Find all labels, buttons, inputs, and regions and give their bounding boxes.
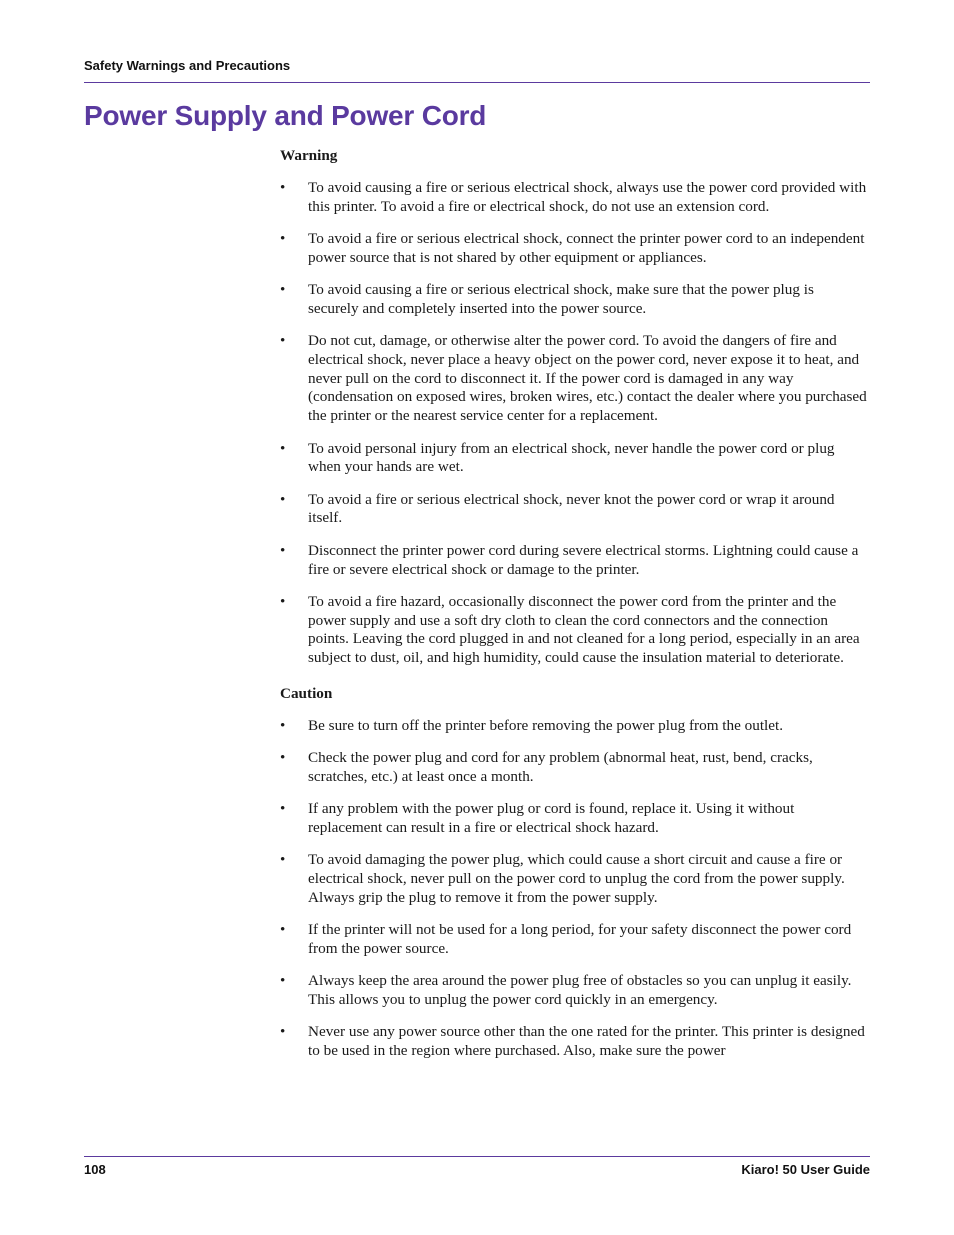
guide-title: Kiaro! 50 User Guide xyxy=(741,1162,870,1177)
list-item xyxy=(280,1023,868,1061)
list-item-text: To avoid damaging the power plug, which could cause a short circuit and cause a fire or electrical shock, never pull on the power cord to unplug the cord from the power supply. Always grip the plug to remove it from the power supply. xyxy=(308,851,845,906)
bullet-icon: • xyxy=(280,851,286,869)
running-header: Safety Warnings and Precautions xyxy=(84,58,291,73)
list-item-text: Never use any power source other than the one rated for the printer. This printer is designed to be used in the region where purchased. Also, make sure the power xyxy=(308,1023,865,1060)
bullet-icon: • xyxy=(280,749,286,767)
list-item xyxy=(280,972,868,1010)
list-item xyxy=(280,921,868,959)
list-item xyxy=(280,749,868,787)
bullet-icon: • xyxy=(280,541,286,559)
list-item-text: To avoid personal injury from an electrical shock, never handle the power cord or plug when your hands are wet. xyxy=(308,439,835,476)
list-item xyxy=(280,281,868,319)
list-item-text: Do not cut, damage, or otherwise alter the power cord. To avoid the dangers of fire and electrical shock, never place a heavy object on the power cord, never expose it to heat, and never pull on the cord to disconnect it. If the power cord is damaged in any way (condensation on exposed wires, broken wires, etc.) contact the dealer where you purchased the printer or the nearest service center for a replacement. xyxy=(308,332,867,425)
list-item-text: Disconnect the printer power cord during severe electrical storms. Lightning could cause a fire or severe electrical shock or damage to the printer. xyxy=(308,541,859,578)
list-item-text: To avoid a fire hazard, occasionally disconnect the power cord from the printer and the power supply and use a soft dry cloth to clean the cord connectors and the connection points. Leaving the cord plugged in and not cleaned for a long period, especially in an area subject to dust, oil, and high humidity, could cause the insulation material to deteriorate. xyxy=(308,592,860,667)
header-rule xyxy=(84,82,870,83)
list-item xyxy=(280,332,868,426)
bullet-icon: • xyxy=(280,800,286,818)
list-item xyxy=(280,179,868,217)
list-item xyxy=(280,593,868,668)
list-item-text: To avoid a fire or serious electrical shock, connect the printer power cord to an independent power source that is not shared by other equipment or appliances. xyxy=(308,229,865,266)
running-footer xyxy=(84,1162,870,1177)
warning-heading: Warning xyxy=(280,147,338,164)
list-item-text: Always keep the area around the power plug free of obstacles so you can unplug it easily. This allows you to unplug the power cord quickly in an emergency. xyxy=(308,972,852,1009)
bullet-icon: • xyxy=(280,716,286,734)
bullet-icon: • xyxy=(280,592,286,610)
list-item-text: If the printer will not be used for a long period, for your safety disconnect the power cord from the power source. xyxy=(308,921,852,957)
page-number: 108 xyxy=(84,1162,106,1177)
bullet-icon: • xyxy=(280,280,286,298)
list-item xyxy=(280,440,868,478)
list-item-text: To avoid causing a fire or serious electrical shock, make sure that the power plug is securely and completely inserted into the power source. xyxy=(308,280,814,317)
bullet-icon: • xyxy=(280,229,286,247)
bullet-icon: • xyxy=(280,490,286,508)
bullet-icon: • xyxy=(280,332,286,350)
list-item xyxy=(280,542,868,580)
list-item xyxy=(280,230,868,268)
bullet-icon: • xyxy=(280,1023,286,1041)
bullet-icon: • xyxy=(280,921,286,939)
caution-heading: Caution xyxy=(280,685,333,703)
footer-rule xyxy=(84,1156,870,1157)
list-item-text: To avoid a fire or serious electrical shock, never knot the power cord or wrap it around itself. xyxy=(308,490,835,527)
list-item-text: If any problem with the power plug or cord is found, replace it. Using it without replacement can result in a fire or electrical shock hazard. xyxy=(308,800,795,837)
list-item xyxy=(280,717,868,736)
page-title: Power Supply and Power Cord xyxy=(84,100,487,131)
body-content xyxy=(280,147,868,1074)
list-item-text: To avoid causing a fire or serious electrical shock, always use the power cord provided with this printer. To avoid a fire or electrical shock, do not use an extension cord. xyxy=(308,178,867,215)
list-item xyxy=(280,800,868,838)
warning-list xyxy=(280,179,868,668)
list-item xyxy=(280,851,868,907)
bullet-icon: • xyxy=(280,972,286,990)
list-item xyxy=(280,491,868,529)
list-item-text: Be sure to turn off the printer before removing the power plug from the outlet. xyxy=(308,716,784,734)
bullet-icon: • xyxy=(280,439,286,457)
bullet-icon: • xyxy=(280,178,286,196)
list-item-text: Check the power plug and cord for any problem (abnormal heat, rust, bend, cracks, scratches, etc.) at least once a month. xyxy=(308,749,813,785)
caution-list xyxy=(280,717,868,1061)
